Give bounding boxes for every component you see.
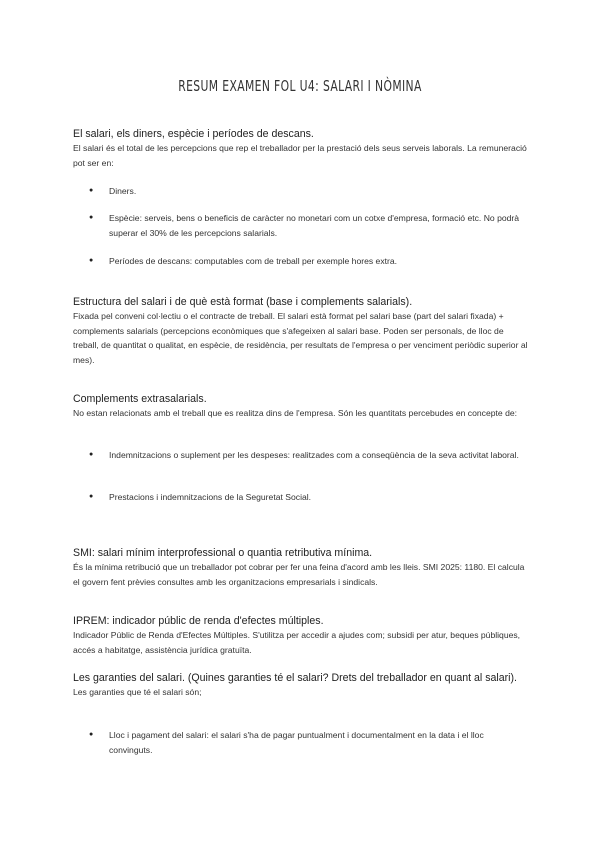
section-text: Indicador Públic de Renda d'Efectes Múltiples. S'utilitza per accedir a ajudes com; subsidi per atur, beques públiques, accés a habitatge, assistència jurídica gratuïta. [73, 630, 521, 655]
section-heading: El salari, els diners, espècie i períodes de descans. [73, 128, 314, 140]
section-estructura [73, 295, 528, 367]
bullet-item [89, 184, 529, 199]
section-text: No estan relacionats amb el treball que es realitza dins de l'empresa. Són les quantitats percebudes en concepte de: [73, 408, 518, 418]
section-extrasalarials [73, 392, 528, 421]
section-text: Les garanties que té el salari són; [73, 687, 202, 697]
section-heading: SMI: salari mínim interprofessional o quantia retributiva mínima. [73, 547, 373, 559]
bullet-icon: ● [89, 257, 94, 264]
bullet-text: Espècie: serveis, bens o beneficis de caràcter no monetari com un cotxe d'empresa, formació etc. No podrà superar el 30% de les percepcions salarials. [109, 213, 520, 238]
section-salari [73, 127, 528, 170]
bullet-icon: ● [89, 214, 94, 221]
bullet-item [89, 254, 529, 269]
bullet-item [89, 448, 529, 463]
bullet-text: Períodes de descans: computables com de treball per exemple hores extra. [109, 256, 398, 266]
bullet-text: Diners. [109, 186, 137, 196]
bullet-item [89, 490, 529, 505]
bullet-icon: ● [89, 187, 94, 194]
section-garanties [73, 671, 528, 700]
section-heading: IPREM: indicador públic de renda d'efectes múltiples. [73, 615, 324, 627]
bullet-text: Prestacions i indemnitzacions de la Seguretat Social. [109, 492, 312, 502]
bullet-icon: ● [89, 493, 94, 500]
bullet-text: Indemnitzacions o suplement per les despeses: realitzades com a conseqüència de la seva activitat laboral. [109, 450, 519, 460]
bullet-icon: ● [89, 731, 94, 738]
section-smi [73, 546, 528, 589]
bullet-text: Lloc i pagament del salari: el salari s'ha de pagar puntualment i documentalment en la data i el lloc convinguts. [109, 730, 484, 755]
section-iprem [73, 614, 528, 657]
section-text: Fixada pel conveni col·lectiu o el contracte de treball. El salari està format pel salari base (part del salari fixada) + complements salarials (percepcions econòmiques que s'afegeixen al salari base. Poden ser personals, de lloc de treball, de quantitat o qualitat, en espècie, de residència, per resultats de l'empresa o per venciment periòdic superior al mes). [73, 311, 528, 365]
bullet-icon: ● [89, 451, 94, 458]
page-title: RESUM EXAMEN FOL U4: SALARI I NÒMINA [178, 77, 422, 95]
section-text: És la mínima retribució que un treballador pot cobrar per fer una feina d'acord amb les lleis. SMI 2025: 1180. El calcula el govern fent prèvies consultes amb les organitzacions empresarials i sindicals. [73, 562, 525, 587]
section-heading: Estructura del salari i de què està format (base i complements salarials). [73, 296, 413, 308]
bullet-item [89, 728, 529, 757]
section-heading: Les garanties del salari. (Quines garanties té el salari? Drets del treballador en quant al salari). [73, 672, 517, 684]
section-text: El salari és el total de les percepcions que rep el treballador per la prestació dels seus serveis laborals. La remuneració pot ser en: [73, 143, 527, 168]
section-heading: Complements extrasalarials. [73, 393, 207, 405]
bullet-item [89, 211, 529, 240]
